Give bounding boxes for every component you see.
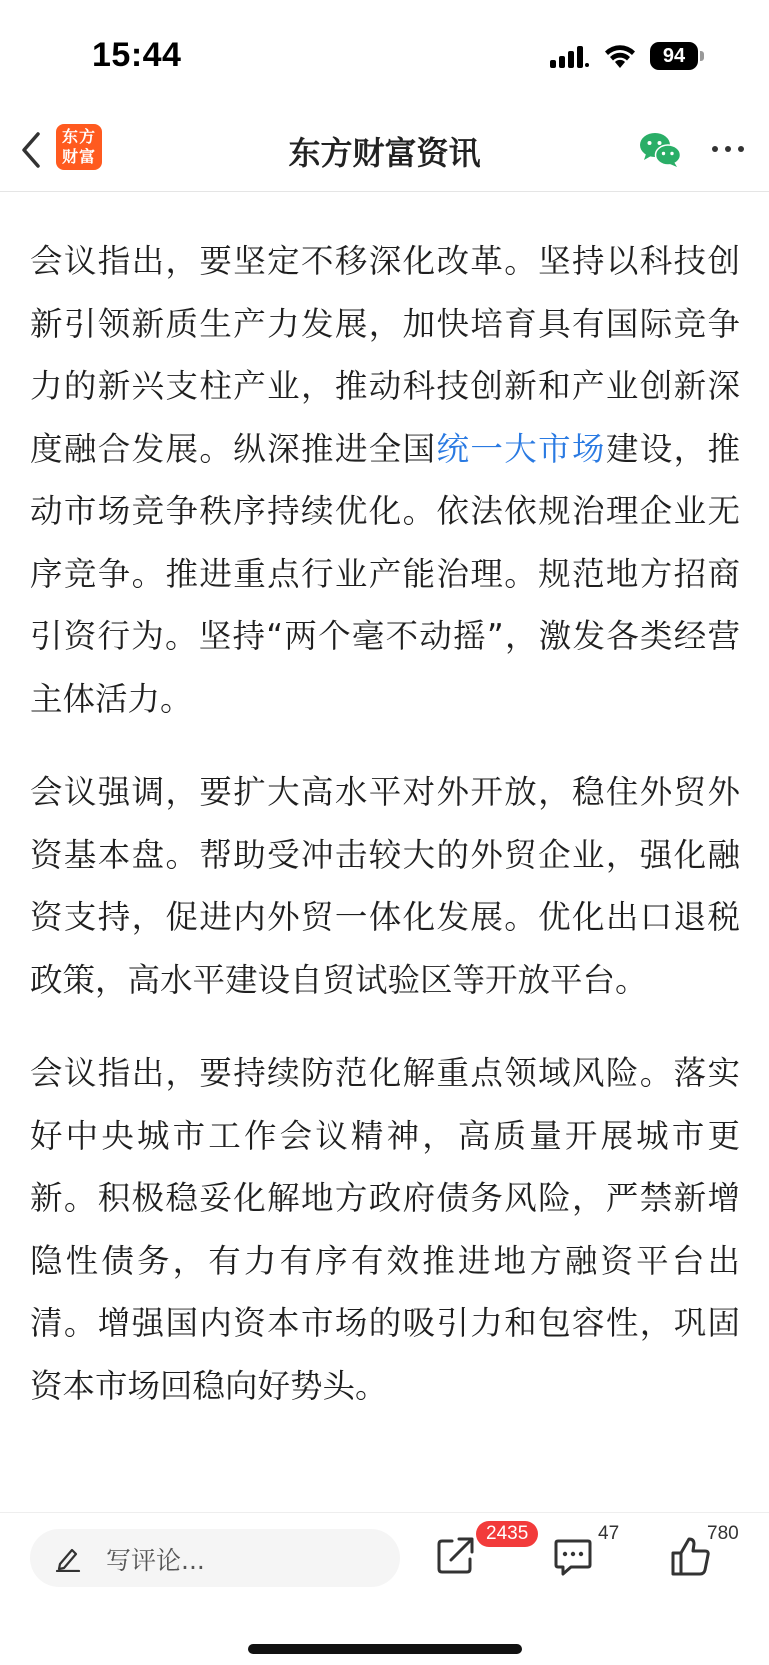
paragraph-text: 会议指出，要坚定不移深化改革。坚持以科技创新引领新质生产力发展，加快培育具有国际竞争力的新兴支柱产业，推动科技创新和产业创新深度融合发展。纵深推进全国	[30, 242, 740, 468]
logo-text-line1: 东方	[61, 127, 96, 146]
status-bar	[0, 0, 769, 108]
comment-count: 47	[598, 1523, 620, 1544]
status-time: 15:44	[92, 36, 182, 74]
nav-bar	[0, 108, 769, 192]
battery-level: 94	[650, 42, 698, 70]
signal-icon	[550, 44, 590, 70]
bottom-action-bar	[0, 1512, 769, 1665]
share-icon[interactable]	[436, 1535, 476, 1575]
article-body	[30, 230, 740, 1448]
home-indicator	[248, 1644, 522, 1654]
article-paragraph-2: 会议强调，要扩大高水平对外开放，稳住外贸外资基本盘。帮助受冲击较大的外贸企业，强化融资支持，促进内外贸一体化发展。优化出口退税政策，高水平建设自贸试验区等开放平台。	[30, 773, 740, 999]
paragraph-text: 建设，推动市场竞争秩序持续优化。依法依规治理企业无序竞争。推进重点行业产能治理。规范地方招商引资行为。坚持“两个毫不动摇”，激发各类经营主体活力。	[30, 429, 740, 718]
pen-icon	[54, 1544, 82, 1572]
wifi-icon	[603, 42, 637, 70]
article-paragraph-3: 会议指出，要持续防范化解重点领域风险。落实好中央城市工作会议精神，高质量开展城市更新。积极稳妥化解地方政府债务风险，严禁新增隐性债务，有力有序有效推进地方融资平台出清。增强国内资本市场的吸引力和包容性，巩固资本市场回稳向好势头。	[30, 1054, 740, 1405]
article-paragraph-1	[30, 230, 740, 730]
comment-placeholder: 写评论...	[106, 1546, 205, 1575]
comment-input[interactable]	[30, 1529, 400, 1587]
page-title: 东方财富资讯	[288, 134, 481, 172]
share-count-badge: 2435	[476, 1521, 538, 1547]
battery-tip	[700, 51, 704, 61]
more-icon[interactable]	[710, 142, 746, 156]
like-count: 780	[707, 1523, 739, 1544]
like-icon[interactable]	[670, 1535, 712, 1577]
unified-market-link[interactable]: 统一大市场	[436, 429, 606, 468]
battery-icon	[650, 42, 704, 70]
wechat-icon[interactable]	[638, 130, 682, 170]
comment-icon[interactable]	[553, 1537, 593, 1577]
logo-text-line2: 财富	[61, 147, 96, 166]
